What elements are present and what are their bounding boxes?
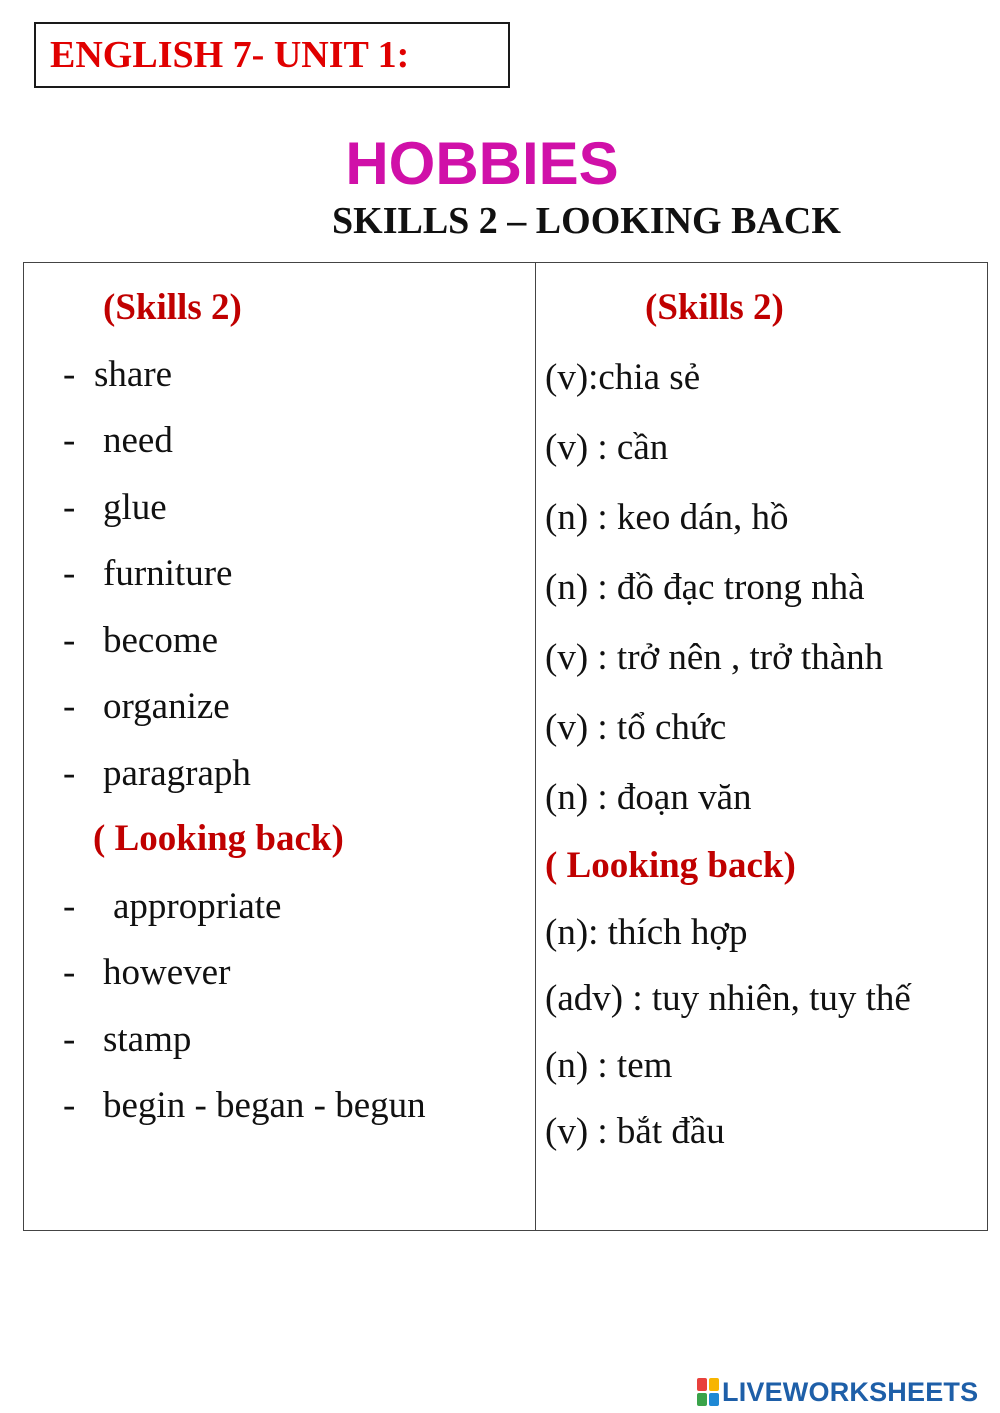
vocab-word: organize xyxy=(103,686,230,727)
page-title: HOBBIES xyxy=(345,130,619,197)
liveworksheets-brand[interactable] xyxy=(697,1374,978,1410)
vocab-meaning: (v) : cần xyxy=(545,427,669,468)
vocab-meaning: (n) : tem xyxy=(545,1045,673,1086)
brand-name: LIVEWORKSHEETS xyxy=(722,1376,979,1407)
bullet-dash: - xyxy=(63,420,76,461)
bullet-dash: - xyxy=(63,1019,76,1060)
bullet-dash: - xyxy=(63,620,76,661)
bullet-dash: - xyxy=(63,354,76,395)
vocab-meaning: (n) : đồ đạc trong nhà xyxy=(545,567,865,608)
bullet-dash: - xyxy=(63,1085,76,1126)
right-looking-back-heading: ( Looking back) xyxy=(545,845,796,886)
vocab-word: become xyxy=(103,620,219,661)
bullet-dash: - xyxy=(63,487,76,528)
liveworksheets-logo-icon xyxy=(697,1378,719,1406)
table-column-divider xyxy=(535,262,536,1231)
page-subtitle: SKILLS 2 – LOOKING BACK xyxy=(332,200,841,242)
bullet-dash: - xyxy=(63,952,76,993)
bullet-dash: - xyxy=(63,886,76,927)
vocab-meaning: (n) : đoạn văn xyxy=(545,777,752,818)
bullet-dash: - xyxy=(63,553,76,594)
vocab-word: stamp xyxy=(103,1019,192,1060)
bullet-dash: - xyxy=(63,753,76,794)
vocab-meaning: (n): thích hợp xyxy=(545,912,748,953)
left-skills-heading: (Skills 2) xyxy=(103,287,242,328)
vocab-word: appropriate xyxy=(113,886,282,927)
left-looking-back-heading: ( Looking back) xyxy=(93,818,344,859)
vocab-word: begin - began - begun xyxy=(103,1085,426,1126)
vocab-meaning: (adv) : tuy nhiên, tuy thế xyxy=(545,978,911,1019)
vocab-meaning: (v) : trở nên , trở thành xyxy=(545,637,884,678)
vocab-word: glue xyxy=(103,487,167,528)
right-skills-heading: (Skills 2) xyxy=(645,287,784,328)
vocab-meaning: (v) : bắt đầu xyxy=(545,1111,725,1152)
vocab-word: paragraph xyxy=(103,753,251,794)
unit-label-box xyxy=(34,22,510,88)
vocab-meaning: (v) : tổ chức xyxy=(545,707,727,748)
vocab-meaning: (n) : keo dán, hồ xyxy=(545,497,789,538)
vocab-word: furniture xyxy=(103,553,233,594)
vocab-word: however xyxy=(103,952,231,993)
vocab-word: need xyxy=(103,420,173,461)
vocab-word: share xyxy=(94,354,173,395)
unit-label: ENGLISH 7- UNIT 1: xyxy=(50,34,410,76)
vocab-meaning: (v):chia sẻ xyxy=(545,357,701,398)
bullet-dash: - xyxy=(63,686,76,727)
